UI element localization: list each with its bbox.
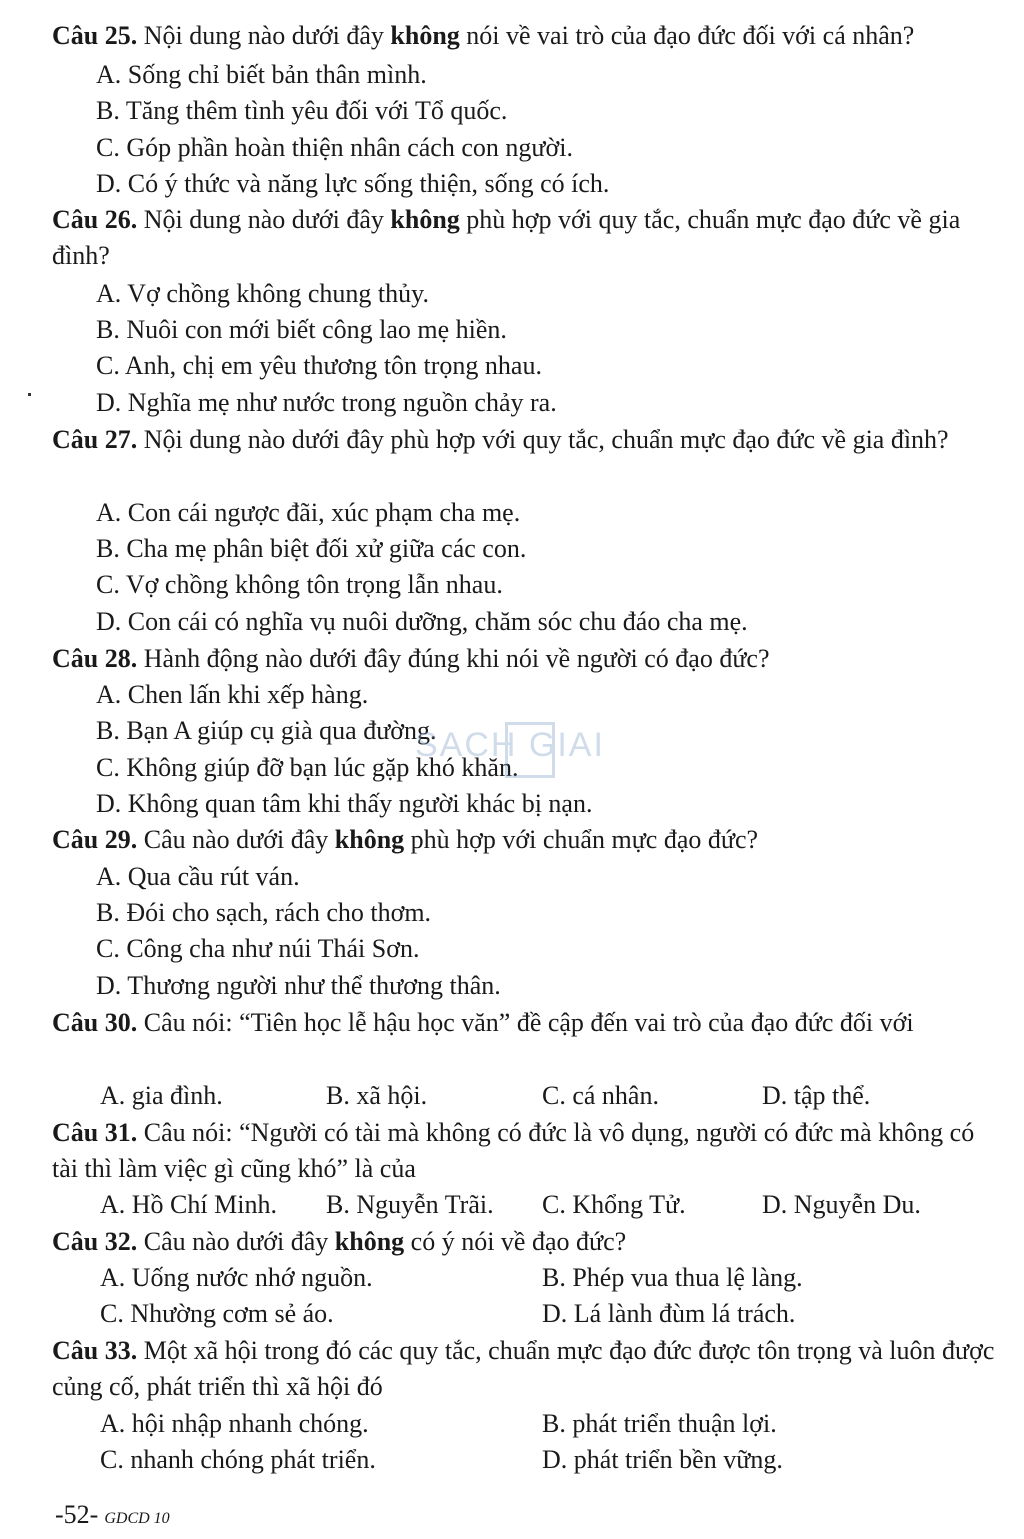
question-32-option-d: D. Lá lành đùm lá trách. — [542, 1299, 796, 1328]
question-31-option-a: A. Hồ Chí Minh. — [100, 1190, 277, 1219]
keyword: không — [390, 21, 460, 50]
question-33-option-c: C. nhanh chóng phát triển. — [100, 1445, 376, 1474]
question-33-option-b: B. phát triển thuận lợi. — [542, 1409, 777, 1438]
question-31-option-d: D. Nguyễn Du. — [762, 1190, 921, 1219]
question-26-option-d: D. Nghĩa mẹ như nước trong nguồn chảy ra. — [96, 388, 557, 417]
question-29-option-a: A. Qua cầu rút ván. — [96, 862, 300, 891]
question-text: Câu nào dưới đây — [137, 1227, 335, 1256]
question-label: Câu 31. — [52, 1118, 138, 1147]
question-28-option-a: A. Chen lấn khi xếp hàng. — [96, 680, 369, 709]
question-30-option-a: A. gia đình. — [100, 1081, 223, 1110]
question-26-option-a: A. Vợ chồng không chung thủy. — [96, 279, 429, 308]
watermark-logo — [415, 718, 625, 790]
question-27-option-d: D. Con cái có nghĩa vụ nuôi dưỡng, chăm sóc chu đáo cha mẹ. — [96, 607, 748, 636]
question-27-option-b: B. Cha mẹ phân biệt đối xử giữa các con. — [96, 534, 527, 563]
question-text: Một xã hội trong đó các quy tắc, chuẩn mực đạo đức được tôn trọng và luôn được củng cố, phát triển thì xã hội đó — [52, 1336, 995, 1401]
question-text: có ý nói về đạo đức? — [404, 1227, 627, 1256]
question-28-option-d: D. Không quan tâm khi thấy người khác bị nạn. — [96, 789, 593, 818]
question-26-option-b: B. Nuôi con mới biết công lao mẹ hiền. — [96, 315, 507, 344]
question-text: phù hợp với quy tắc, chuẩn mực đạo đức về gia đình? — [52, 205, 961, 270]
question-32-option-c: C. Nhường cơm sẻ áo. — [100, 1299, 334, 1328]
page-footer — [55, 1500, 170, 1530]
question-text: Nội dung nào dưới đây — [137, 205, 391, 234]
question-33-option-a: A. hội nhập nhanh chóng. — [100, 1409, 369, 1438]
question-label: Câu 32. — [52, 1227, 138, 1256]
question-text: Nội dung nào dưới đây phù hợp với quy tắc, chuẩn mực đạo đức về gia đình? — [137, 425, 949, 454]
question-29-option-d: D. Thương người như thể thương thân. — [96, 971, 501, 1000]
question-text: Câu nói: “Người có tài mà không có đức là vô dụng, người có đức mà không có tài thì làm việc gì cũng khó” là của — [52, 1118, 975, 1183]
question-32-option-a: A. Uống nước nhớ nguồn. — [100, 1263, 373, 1292]
scan-speck — [28, 393, 31, 396]
question-25-stem — [52, 18, 997, 54]
question-text: nói về vai trò của đạo đức đối với cá nhân? — [459, 21, 915, 50]
question-text: phù hợp với chuẩn mực đạo đức? — [404, 825, 759, 854]
question-label: Câu 27. — [52, 425, 138, 454]
question-25-option-b: B. Tăng thêm tình yêu đối với Tổ quốc. — [96, 96, 508, 125]
question-text: Hành động nào dưới đây đúng khi nói về người có đạo đức? — [137, 644, 770, 673]
question-25-option-a: A. Sống chỉ biết bản thân mình. — [96, 60, 427, 89]
question-text: Câu nào dưới đây — [137, 825, 335, 854]
question-27-option-c: C. Vợ chồng không tôn trọng lẫn nhau. — [96, 570, 503, 599]
question-label: Câu 30. — [52, 1008, 138, 1037]
question-30-option-b: B. xã hội. — [326, 1081, 428, 1110]
question-25-option-c: C. Góp phần hoàn thiện nhân cách con người. — [96, 133, 573, 162]
question-33-stem — [52, 1333, 997, 1405]
question-30-stem — [52, 1005, 997, 1041]
question-26-option-c: C. Anh, chị em yêu thương tôn trọng nhau. — [96, 351, 542, 380]
subject-label: GDCD 10 — [104, 1510, 170, 1527]
question-text: Nội dung nào dưới đây — [137, 21, 391, 50]
question-28-option-c: C. Không giúp đỡ bạn lúc gặp khó khăn. — [96, 753, 519, 782]
question-32-option-b: B. Phép vua thua lệ làng. — [542, 1263, 803, 1292]
question-30-option-c: C. cá nhân. — [542, 1081, 659, 1110]
question-26-stem — [52, 202, 997, 274]
page-number: -52- — [55, 1500, 99, 1529]
keyword: không — [334, 825, 405, 854]
question-28-option-b: B. Bạn A giúp cụ già qua đường. — [96, 716, 437, 745]
keyword: không — [334, 1227, 405, 1256]
question-32-stem — [52, 1224, 997, 1260]
question-label: Câu 26. — [52, 205, 138, 234]
question-27-stem — [52, 422, 997, 458]
question-31-stem — [52, 1115, 997, 1187]
question-label: Câu 33. — [52, 1336, 138, 1365]
question-label: Câu 25. — [52, 21, 138, 50]
question-27-option-a: A. Con cái ngược đãi, xúc phạm cha mẹ. — [96, 498, 521, 527]
keyword: không — [390, 205, 460, 234]
question-31-option-c: C. Khổng Tử. — [542, 1190, 686, 1219]
question-28-stem — [52, 641, 997, 677]
question-29-stem — [52, 822, 997, 858]
question-25-option-d: D. Có ý thức và năng lực sống thiện, sống có ích. — [96, 169, 610, 198]
question-29-option-b: B. Đói cho sạch, rách cho thơm. — [96, 898, 432, 927]
question-33-option-d: D. phát triển bền vững. — [542, 1445, 783, 1474]
watermark-text: SACH GIAI — [415, 726, 605, 764]
question-30-option-d: D. tập thể. — [762, 1081, 871, 1110]
question-text: Câu nói: “Tiên học lễ hậu học văn” đề cập đến vai trò của đạo đức đối với — [137, 1008, 914, 1037]
question-29-option-c: C. Công cha như núi Thái Sơn. — [96, 934, 420, 963]
question-31-option-b: B. Nguyễn Trãi. — [326, 1190, 494, 1219]
question-label: Câu 28. — [52, 644, 138, 673]
question-label: Câu 29. — [52, 825, 138, 854]
